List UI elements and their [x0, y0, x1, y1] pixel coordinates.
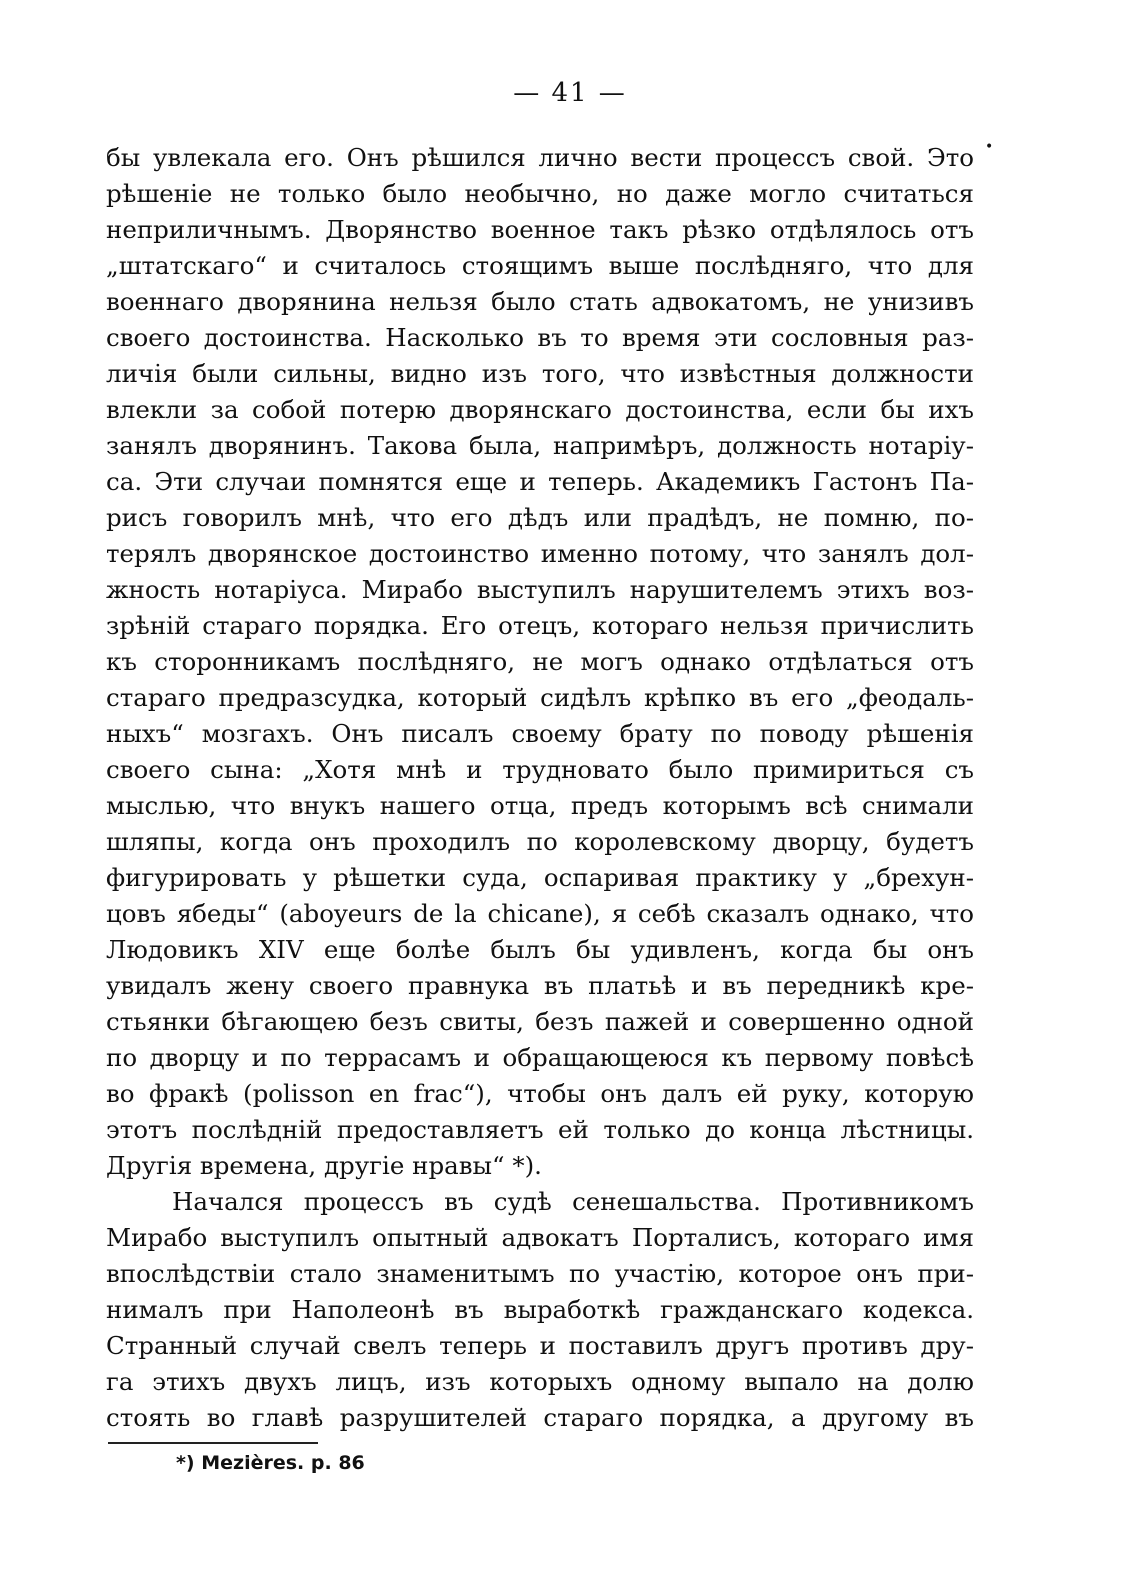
paragraph-end-line: Другія времена, другіе нравы“ *).	[106, 1151, 542, 1180]
text-line: неприличнымъ. Дворянство военное такъ рѣзко отдѣлялось отъ	[106, 215, 974, 244]
text-line: Странный случай свелъ теперь и поставилъ другъ противъ дру-	[106, 1331, 974, 1360]
text-line: личія были сильны, видно изъ того, что извѣстныя должности	[106, 359, 974, 388]
paragraph-start-line: Начался процессъ въ судѣ сенешальства. Противникомъ	[172, 1187, 974, 1216]
footnote-rule	[108, 1442, 318, 1444]
text-line: влекли за собой потерю дворянскаго достоинства, если бы ихъ	[106, 395, 974, 424]
text-line: терялъ дворянское достоинство именно потому, что занялъ дол-	[106, 539, 974, 568]
text-line: шляпы, когда онъ проходилъ по королевскому дворцу, будетъ	[106, 827, 974, 856]
text-line: своего достоинства. Насколько въ то время эти сословныя раз-	[106, 323, 974, 352]
text-line: военнаго дворянина нельзя было стать адвокатомъ, не унизивъ	[106, 287, 974, 316]
text-line: стоять во главѣ разрушителей стараго порядка, а другому въ	[106, 1403, 974, 1432]
text-line: цовъ ябеды“ (aboyeurs de la chicane), я себѣ сказалъ однако, что	[106, 899, 974, 928]
footnote: *) Mezières. p. 86	[176, 1452, 365, 1474]
text-line: къ сторонникамъ послѣдняго, не могъ однако отдѣлаться отъ	[106, 647, 974, 676]
text-line: Мирабо выступилъ опытный адвокатъ Порталисъ, котораго имя	[106, 1223, 974, 1252]
text-line: жность нотаріуса. Мирабо выступилъ нарушителемъ этихъ воз-	[106, 575, 974, 604]
text-line: „штатскаго“ и считалось стоящимъ выше послѣдняго, что для	[106, 251, 974, 280]
text-line: во фракѣ (polisson en frac“), чтобы онъ далъ ей руку, которую	[106, 1079, 974, 1108]
text-line: своего сына: „Хотя мнѣ и трудновато было примириться съ	[106, 755, 974, 784]
text-line: нималъ при Наполеонѣ въ выработкѣ гражданскаго кодекса.	[106, 1295, 974, 1324]
text-line: ныхъ“ мозгахъ. Онъ писалъ своему брату по поводу рѣшенія	[106, 719, 974, 748]
text-line: бы увлекала его. Онъ рѣшился лично вести процессъ свой. Это	[106, 143, 974, 172]
text-line: га этихъ двухъ лицъ, изъ которыхъ одному выпало на долю	[106, 1367, 974, 1396]
page-number: — 41 —	[513, 78, 627, 108]
text-line: са. Эти случаи помнятся еще и теперь. Академикъ Гастонъ Па-	[106, 467, 974, 496]
text-line: Людовикъ XIV еще болѣе былъ бы удивленъ, когда бы онъ	[106, 935, 974, 964]
text-line: этотъ послѣдній предоставляетъ ей только до конца лѣстницы.	[106, 1115, 974, 1144]
main-text	[106, 140, 974, 1436]
text-line: по дворцу и по террасамъ и обращающеюся къ первому повѣсѣ	[106, 1043, 974, 1072]
text-line: стараго предразсудка, который сидѣлъ крѣпко въ его „феодаль-	[106, 683, 974, 712]
text-line: фигурировать у рѣшетки суда, оспаривая практику у „брехун-	[106, 863, 974, 892]
text-line: стьянки бѣгающею безъ свиты, безъ пажей и совершенно одной	[106, 1007, 974, 1036]
text-line: мыслью, что внукъ нашего отца, предъ которымъ всѣ снимали	[106, 791, 974, 820]
text-line: впослѣдствіи стало знаменитымъ по участію, которое онъ при-	[106, 1259, 974, 1288]
text-line: зрѣній стараго порядка. Его отецъ, котораго нельзя причислить	[106, 611, 974, 640]
text-line: занялъ дворянинъ. Такова была, напримѣръ, должность нотаріу-	[106, 431, 974, 460]
text-line: увидалъ жену своего правнука въ платьѣ и въ передникѣ кре-	[106, 971, 974, 1000]
text-line: рисъ говорилъ мнѣ, что его дѣдъ или прадѣдъ, не помню, по-	[106, 503, 974, 532]
margin-mark: •	[985, 139, 994, 155]
text-line: рѣшеніе не только было необычно, но даже могло считаться	[106, 179, 974, 208]
